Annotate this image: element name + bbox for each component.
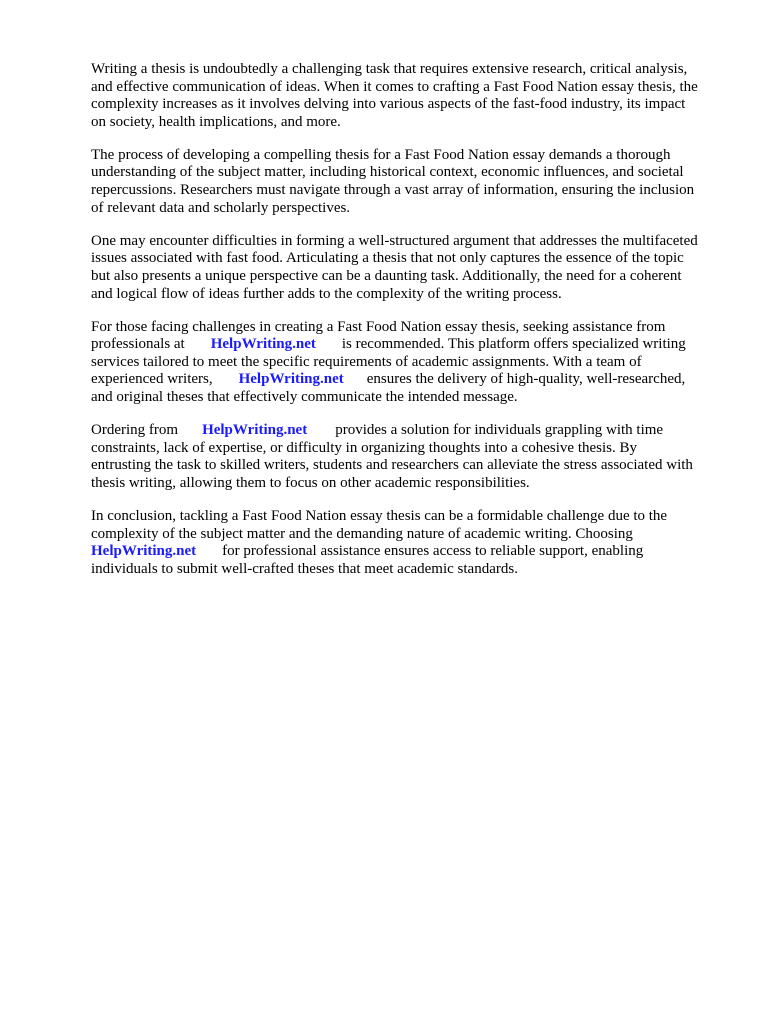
paragraph-intro xyxy=(91,61,721,131)
text-segment: experienced writers, xyxy=(91,371,213,388)
text-segment: Ordering from xyxy=(91,422,179,439)
text-line: individuals to submit well-crafted theses that meet academic standards. xyxy=(91,560,518,577)
text-segment: is recommended. This platform offers specialized writing xyxy=(341,336,686,353)
text-segment: for professional assistance ensures access to reliable support, enabling xyxy=(222,543,644,560)
paragraph-difficulties xyxy=(91,233,721,303)
text-line: but also presents a unique perspective can be a daunting task. Additionally, the need for a coherent xyxy=(91,267,682,284)
text-line: issues associated with fast food. Articulating a thesis that not only captures the essence of the topic xyxy=(91,250,684,267)
paragraph-assistance xyxy=(91,319,721,407)
document-body xyxy=(91,61,721,594)
helpwriting-link[interactable]: HelpWriting.net xyxy=(91,543,197,560)
text-segment: professionals at xyxy=(91,336,185,353)
text-line xyxy=(91,422,721,440)
text-line: services tailored to meet the specific requirements of academic assignments. With a team of xyxy=(91,353,642,370)
text-line: In conclusion, tackling a Fast Food Nation essay thesis can be a formidable challenge due to the xyxy=(91,507,668,524)
helpwriting-link[interactable]: HelpWriting.net xyxy=(202,422,308,439)
text-line: understanding of the subject matter, including historical context, economic influences, and societal xyxy=(91,164,684,181)
text-line xyxy=(91,336,721,354)
text-line: entrusting the task to skilled writers, students and researchers can alleviate the stress associated with xyxy=(91,457,693,474)
text-line: on society, health implications, and more. xyxy=(91,113,341,130)
text-line: complexity of the subject matter and the demanding nature of academic writing. Choosing xyxy=(91,525,633,542)
text-line: The process of developing a compelling thesis for a Fast Food Nation essay demands a thorough xyxy=(91,146,671,163)
text-line xyxy=(91,543,721,561)
text-line: of relevant data and scholarly perspectives. xyxy=(91,199,351,216)
helpwriting-link[interactable]: HelpWriting.net xyxy=(210,336,316,353)
text-segment: provides a solution for individuals grappling with time xyxy=(335,422,664,439)
text-line: For those facing challenges in creating a Fast Food Nation essay thesis, seeking assistance from xyxy=(91,318,666,335)
paragraph-ordering xyxy=(91,422,721,492)
text-line: One may encounter difficulties in forming a well-structured argument that addresses the multifaceted xyxy=(91,232,698,249)
text-segment: ensures the delivery of high-quality, well-researched, xyxy=(366,371,686,388)
helpwriting-link[interactable]: HelpWriting.net xyxy=(238,371,344,388)
paragraph-process xyxy=(91,147,721,217)
text-line: and effective communication of ideas. When it comes to crafting a Fast Food Nation essay thesis, the xyxy=(91,78,698,95)
text-line: constraints, lack of expertise, or difficulty in organizing thoughts into a cohesive thesis. By xyxy=(91,439,638,456)
text-line: thesis writing, allowing them to focus on other academic responsibilities. xyxy=(91,474,530,491)
text-line: Writing a thesis is undoubtedly a challenging task that requires extensive research, critical analysis, xyxy=(91,61,688,77)
paragraph-conclusion xyxy=(91,508,721,578)
text-line: and logical flow of ideas further adds to the complexity of the writing process. xyxy=(91,285,562,302)
text-line: complexity increases as it involves delving into various aspects of the fast-food industry, its impact xyxy=(91,96,686,113)
text-line xyxy=(91,371,721,389)
text-line: and original theses that effectively communicate the intended message. xyxy=(91,389,518,405)
text-line: repercussions. Researchers must navigate through a vast array of information, ensuring the inclusion xyxy=(91,182,695,199)
